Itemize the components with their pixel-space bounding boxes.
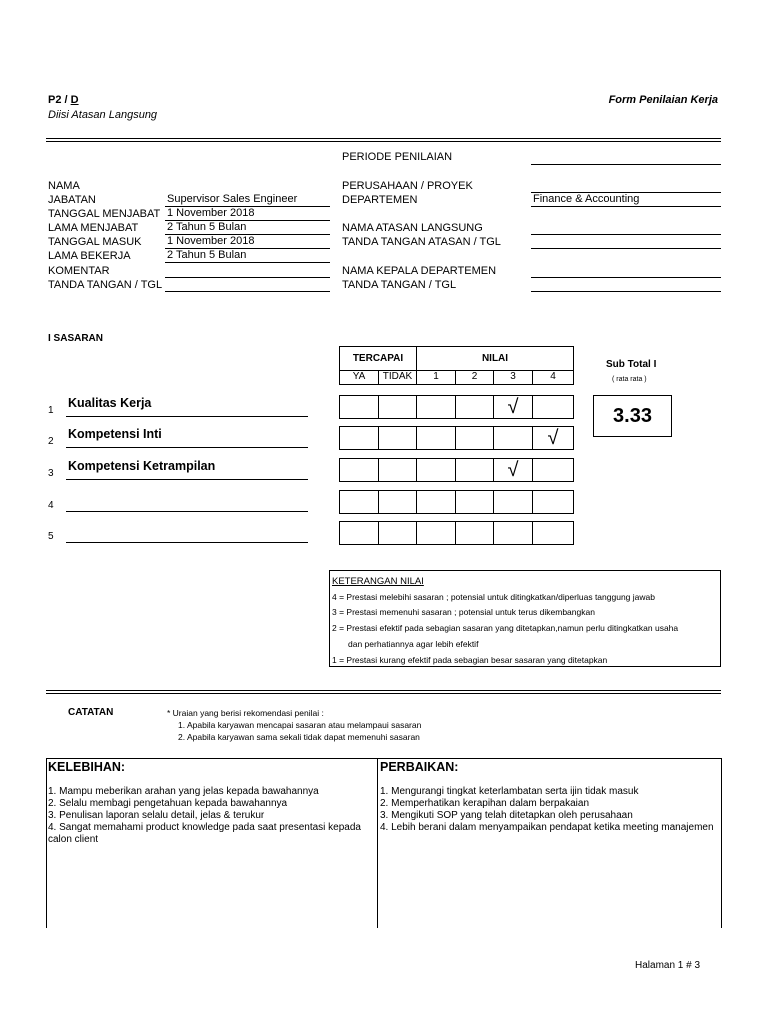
sasaran-label[interactable]: [66, 522, 308, 543]
employee-label-2: TANGGAL MENJABAT: [48, 208, 161, 220]
sasaran-label[interactable]: Kompetensi Ketrampilan: [66, 459, 308, 480]
score-check-mark[interactable]: √: [493, 395, 533, 419]
kepala-label: NAMA KEPALA DEPARTEMEN: [342, 265, 497, 277]
employee-value-7[interactable]: [165, 278, 330, 292]
score-cell[interactable]: [339, 521, 379, 545]
periode-label: PERIODE PENILAIAN: [342, 151, 453, 163]
kelebihan-item: 4. Sangat memahami product knowledge pada saat presentasi kepada calon client: [48, 822, 361, 845]
atasan-label: NAMA ATASAN LANGSUNG: [342, 222, 483, 234]
score-cell[interactable]: [455, 490, 494, 514]
keterangan-line: 4 = Prestasi melebihi sasaran ; potensial untuk ditingkatkan/diperluas tanggung jawab: [332, 592, 655, 602]
score-cell[interactable]: [416, 395, 456, 419]
score-cell[interactable]: [455, 458, 494, 482]
sub-header-5: 4: [532, 370, 574, 385]
employee-value-3[interactable]: 2 Tahun 5 Bulan: [165, 221, 330, 235]
score-cell[interactable]: [532, 458, 574, 482]
score-cell[interactable]: [339, 395, 379, 419]
employee-label-3: LAMA MENJABAT: [48, 222, 139, 234]
sasaran-number: 3: [48, 468, 54, 479]
keterangan-title: KETERANGAN NILAI: [332, 576, 424, 587]
score-cell[interactable]: [378, 458, 417, 482]
sub-header-3: 2: [455, 370, 494, 385]
employee-label-4: TANGGAL MASUK: [48, 236, 142, 248]
sub-header-1: TIDAK: [378, 370, 417, 385]
score-cell[interactable]: [378, 490, 417, 514]
ttd-kepala-label: TANDA TANGAN / TGL: [342, 279, 457, 291]
header-divider-2: [46, 141, 721, 142]
form-subtitle: Diisi Atasan Langsung: [48, 109, 158, 121]
score-cell[interactable]: [416, 490, 456, 514]
sasaran-label[interactable]: [66, 491, 308, 512]
perbaikan-list[interactable]: [380, 786, 720, 834]
sasaran-number: 2: [48, 436, 54, 447]
header-divider-1: [46, 138, 721, 139]
perusahaan-label: PERUSAHAAN / PROYEK: [342, 180, 473, 192]
perbaikan-title: PERBAIKAN:: [380, 760, 459, 774]
employee-label-6: KOMENTAR: [48, 265, 110, 277]
catatan-point-1: 1. Apabila karyawan mencapai sasaran atau melampaui sasaran: [178, 720, 422, 730]
score-cell[interactable]: [378, 521, 417, 545]
employee-value-6[interactable]: [165, 264, 330, 278]
form-code-prefix: P2 /: [48, 94, 71, 106]
score-cell[interactable]: [532, 395, 574, 419]
score-cell[interactable]: [339, 426, 379, 450]
score-cell[interactable]: [493, 426, 533, 450]
employee-value-1[interactable]: Supervisor Sales Engineer: [165, 193, 330, 207]
score-cell[interactable]: [378, 426, 417, 450]
perbaikan-item: 1. Mengurangi tingkat keterlambatan serta ijin tidak masuk: [380, 786, 639, 797]
score-check-mark[interactable]: √: [493, 458, 533, 482]
periode-field[interactable]: [531, 151, 721, 165]
score-cell[interactable]: [416, 521, 456, 545]
tercapai-header: TERCAPAI: [339, 346, 417, 371]
departemen-field[interactable]: Finance & Accounting: [531, 193, 721, 207]
atasan-field[interactable]: [531, 221, 721, 235]
catatan-point-2: 2. Apabila karyawan sama sekali tidak dapat memenuhi sasaran: [178, 732, 420, 742]
employee-value-5[interactable]: 2 Tahun 5 Bulan: [165, 249, 330, 263]
nilai-header: NILAI: [416, 346, 574, 371]
score-cell[interactable]: [339, 490, 379, 514]
kelebihan-item: 3. Penulisan laporan selalu detail, jelas & terukur: [48, 810, 265, 821]
ttd-atasan-label: TANDA TANGAN ATASAN / TGL: [342, 236, 501, 248]
kelebihan-item: 1. Mampu meberikan arahan yang jelas kepada bawahannya: [48, 786, 319, 797]
kelebihan-title: KELEBIHAN:: [48, 760, 126, 774]
ttd-kepala-field[interactable]: [531, 278, 721, 292]
keterangan-line: 1 = Prestasi kurang efektif pada sebagian besar sasaran yang ditetapkan: [332, 655, 608, 665]
perusahaan-field[interactable]: [531, 179, 721, 193]
score-cell[interactable]: [455, 426, 494, 450]
employee-value-2[interactable]: 1 November 2018: [165, 207, 330, 221]
sub-header-2: 1: [416, 370, 456, 385]
score-cell[interactable]: [416, 426, 456, 450]
sasaran-label[interactable]: Kompetensi Inti: [66, 427, 308, 448]
score-cell[interactable]: [532, 490, 574, 514]
score-cell[interactable]: [532, 521, 574, 545]
subtotal-value: 3.33: [593, 395, 672, 437]
form-title: Form Penilaian Kerja: [608, 94, 718, 106]
sasaran-title: I SASARAN: [48, 333, 104, 344]
catatan-title: CATATAN: [68, 707, 114, 718]
score-cell[interactable]: [339, 458, 379, 482]
sasaran-number: 5: [48, 531, 54, 542]
score-cell[interactable]: [455, 395, 494, 419]
employee-label-1: JABATAN: [48, 194, 96, 206]
employee-label-5: LAMA BEKERJA: [48, 250, 131, 262]
sub-header-0: YA: [339, 370, 379, 385]
keterangan-line: 3 = Prestasi memenuhi sasaran ; potensial untuk terus dikembangkan: [332, 607, 595, 617]
kelebihan-list[interactable]: [48, 786, 370, 846]
perbaikan-item: 2. Memperhatikan kerapihan dalam berpakaian: [380, 798, 590, 809]
perbaikan-item: 3. Mengikuti SOP yang telah ditetapkan oleh perusahaan: [380, 810, 633, 821]
sasaran-label[interactable]: Kualitas Kerja: [66, 396, 308, 417]
perbaikan-item: 4. Lebih berani dalam menyampaikan pendapat ketika meeting manajemen: [380, 822, 714, 833]
score-cell[interactable]: [493, 521, 533, 545]
score-check-mark[interactable]: √: [532, 426, 574, 450]
employee-value-4[interactable]: 1 November 2018: [165, 235, 330, 249]
notes-split: [377, 758, 378, 928]
sasaran-number: 1: [48, 405, 54, 416]
form-code-suffix: D: [70, 94, 79, 106]
catatan-divider-2: [46, 693, 721, 694]
employee-label-0: NAMA: [48, 180, 80, 192]
score-cell[interactable]: [455, 521, 494, 545]
score-cell[interactable]: [416, 458, 456, 482]
sasaran-number: 4: [48, 500, 54, 511]
employee-label-7: TANDA TANGAN / TGL: [48, 279, 163, 291]
sub-header-4: 3: [493, 370, 533, 385]
ttd-atasan-field[interactable]: [531, 235, 721, 249]
kepala-field[interactable]: [531, 264, 721, 278]
catatan-divider-1: [46, 690, 721, 691]
subtotal-label: Sub Total I: [606, 359, 657, 370]
page-number: Halaman 1 # 3: [635, 960, 701, 971]
score-cell[interactable]: [493, 490, 533, 514]
keterangan-line: 2 = Prestasi efektif pada sebagian sasaran yang ditetapkan,namun perlu ditingkatkan usaha: [332, 623, 679, 633]
score-cell[interactable]: [378, 395, 417, 419]
catatan-note: * Uraian yang berisi rekomendasi penilai :: [167, 708, 324, 718]
departemen-label: DEPARTEMEN: [342, 194, 418, 206]
keterangan-line: dan perhatiannya agar lebih efektif: [348, 639, 479, 649]
kelebihan-item: 2. Selalu membagi pengetahuan kepada bawahannya: [48, 798, 288, 809]
form-code: [48, 94, 79, 106]
subtotal-note: ( rata rata ): [612, 376, 647, 383]
